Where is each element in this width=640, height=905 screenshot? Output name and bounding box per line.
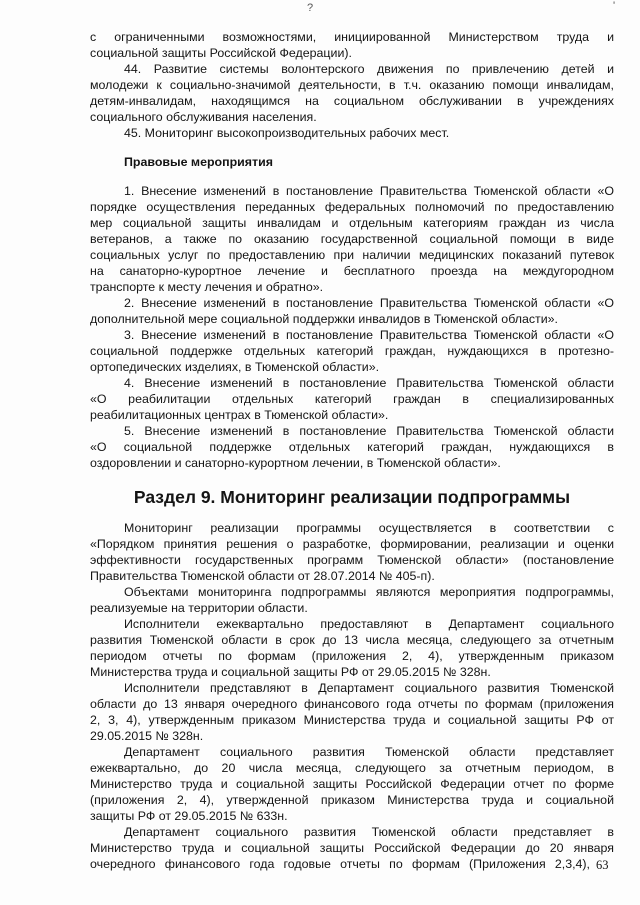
scan-mark: ? [307, 2, 314, 14]
text-line: реализуемые на территории области. [90, 601, 308, 615]
text-line: 45. Мониторинг высокопроизводительных рабочих мест. [124, 126, 450, 140]
text-line: «О реабилитации отдельных категорий граждан в специализированных [90, 392, 614, 406]
text-line: 44. Развитие системы волонтерского движения по привлечению детей и [124, 62, 614, 76]
text-line: Мониторинг реализации программы осуществляется в соответствии с [124, 521, 614, 535]
text-line: защиты РФ от 29.05.2015 № 633н. [90, 809, 288, 823]
page-number: 63 [596, 858, 609, 872]
text-line: с ограниченными возможностями, инициированной Министерством труда и [90, 30, 614, 44]
text-line: оздоровлении и санаторно-курортном лечении, в Тюменской области». [90, 456, 501, 470]
text-line: «Порядком принятия решения о разработке, формировании, реализации и оценки [90, 537, 614, 551]
text-line: Министерства труда и социальной защиты РФ от 29.05.2015 № 328н. [90, 665, 491, 679]
text-line: 4. Внесение изменений в постановление Правительства Тюменской области [124, 376, 614, 390]
text-line: молодежи к социально-значимой деятельности, в т.ч. оказанию помощи инвалидам, [90, 78, 614, 92]
text-line: мер социальной защиты инвалидам и отдельным категориям граждан из числа [90, 216, 614, 230]
text-line: ветеранов, а также по оказанию государственной социальной помощи в виде [90, 232, 614, 246]
text-line: эффективности государственных программ Тюменской области» (постановление [90, 553, 614, 567]
text-line: 5. Внесение изменений в постановление Правительства Тюменской области [124, 424, 614, 438]
text-line: социального обслуживания населения. [90, 110, 317, 124]
text-line: детям-инвалидам, находящимся на социальном обслуживании в учреждениях [90, 94, 614, 108]
text-line: Министерство труда и социальной защиты Российской Федерации отчет по форме [90, 777, 614, 791]
text-line: 2. Внесение изменений в постановление Правительства Тюменской области «О [124, 296, 614, 310]
text-line: ежеквартально, до 20 числа месяца, следующего за отчетным периодом, в [90, 761, 614, 775]
text-line: 1. Внесение изменений в постановление Правительства Тюменской области «О [124, 184, 614, 198]
text-line: очередного финансового года годовые отчеты по формам (Приложения 2,3,4), [90, 857, 590, 871]
text-line: дополнительной мере социальной поддержки инвалидов в Тюменской области». [90, 312, 558, 326]
text-line: развития Тюменской области в срок до 13 числа месяца, следующего за отчетным [90, 633, 614, 647]
text-line: социальной защиты Российской Федерации). [90, 46, 352, 60]
text-line: социальных услуг по предоставлению при наличии медицинских показаний путевок [90, 248, 614, 262]
text-line: Департамент социального развития Тюменской области представляет [124, 745, 614, 759]
text-line: «О социальной поддержке отдельных категорий граждан, нуждающихся в [90, 440, 614, 454]
text-line: Объектами мониторинга подпрограммы являются мероприятия подпрограммы, [124, 585, 614, 599]
text-line: Исполнители ежеквартально предоставляют в Департамент социального [124, 617, 614, 631]
text-line: транспорте к месту лечения и обратно». [90, 280, 324, 294]
subheading: Правовые мероприятия [124, 155, 273, 169]
text-line: реабилитационных центрах в Тюменской области». [90, 408, 389, 422]
text-line: (приложения 2, 4), утвержденной приказом Министерства труда и социальной [90, 793, 614, 807]
scan-mark: ' [613, 0, 616, 12]
text-line: Правительства Тюменской области от 28.07.2014 № 405-п). [90, 569, 435, 583]
text-line: 3. Внесение изменений в постановление Правительства Тюменской области «О [124, 328, 614, 342]
text-line: Исполнители представляют в Департамент социального развития Тюменской [124, 681, 614, 695]
section-heading: Раздел 9. Мониторинг реализации подпрограммы [133, 487, 571, 507]
text-line: порядке осуществления переданных федеральных полномочий по предоставлению [90, 200, 614, 214]
text-line: периодом отчеты по формам (приложения 2, 4), утвержденным приказом [90, 649, 614, 663]
text-line: социальной поддержке отдельных категорий граждан, нуждающихся в протезно- [90, 344, 614, 358]
text-line: области до 13 января очередного финансового года отчеты по формам (приложения [90, 697, 614, 711]
text-line: Министерство труда и социальной защиты Российской Федерации до 20 января [90, 841, 614, 855]
text-line: ортопедических изделиях, в Тюменской области». [90, 360, 380, 374]
text-line: на санаторно-курортное лечение и бесплатного проезда на междугородном [90, 264, 614, 278]
text-line: Департамент социального развития Тюменской области представляет в [124, 825, 614, 839]
text-line: 29.05.2015 № 328н. [90, 729, 204, 743]
text-line: 2, 3, 4), утвержденным приказом Министерства труда и социальной защиты РФ от [90, 713, 614, 727]
